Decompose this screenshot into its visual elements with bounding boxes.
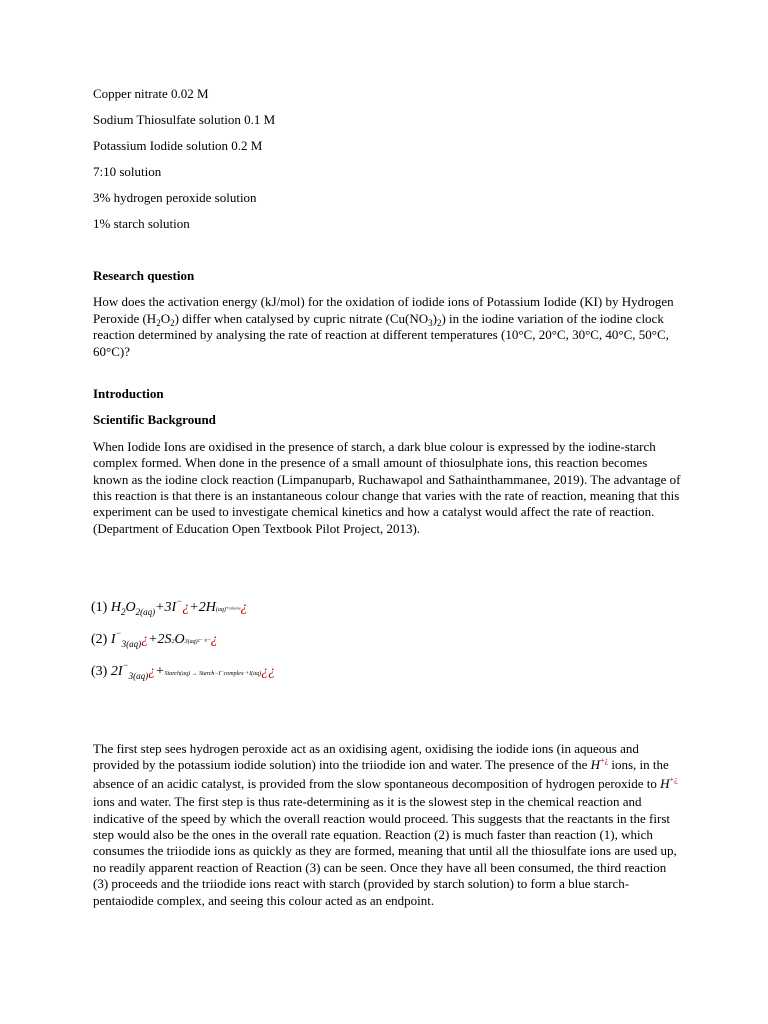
material-item: 3% hydrogen peroxide solution <box>93 190 257 205</box>
equation-2: (2) $I^-_{3(aq)}¿+2S2O3(aq)^{2-}$ ³ᴵ⁻¿ <box>91 628 218 649</box>
material-item: 7:10 solution <box>93 164 162 179</box>
material-item: 1% starch solution <box>93 216 190 231</box>
hydrogen-ion-symbol: H+¿ <box>590 756 609 773</box>
research-heading: Research question <box>93 268 195 283</box>
material-item: Copper nitrate 0.02 M <box>93 86 209 101</box>
material-item: Potassium Iodide solution 0.2 M <box>93 138 263 153</box>
introduction-heading: Introduction <box>93 386 164 402</box>
equation-3: (3) $2I^-_{3(aq)}¿+Starch(aq)$ → Starch−I⁻complex +I(aq)¿¿ <box>91 660 276 681</box>
research-question: How does the activation energy (kJ/mol) for the oxidation of iodide ions of Potassium Iodide (KI) by Hydrogen Peroxide $(H_2O_2)$ differ when catalysed by cupric nitrate $(Cu(NO_3)_2)$ in the iodine variation of the iodine clock reaction determined by analysing the rate of reaction at different temperatures (10°C, 20°C, 30°C, 40°C, 50°C, 60°C)? <box>93 294 674 359</box>
mechanism-paragraph: The first step sees hydrogen peroxide act as an oxidising agent, oxidising the iodide ions (in aqueous and provided by the potassium iodide solution) into the triiodide ion and water. The presence of the H+¿ ions, in the absence of an acidic catalyst, is provided from the slow spontaneous decomposition of hydrogen peroxide to H+¿ ions and water. The first step is thus rate-determining as it is the slowest step in the chemical reaction and indicative of the speed by which the overall reaction would proceed. This suggests that the reactants in the first step would also be the ones in the overall rate equation. Reaction (2) is much faster than reaction (1), which consumes the triiodide ions as quickly as they are formed, meaning that until all the thiosulfate ions are used up, no readily apparent reaction of Reaction (3) can be seen. Once they have all been consumed, the third reaction (3) proceeds and the triiodide ions react with starch (provided by starch solution) to form a blue starch-pentaiodide complex, and seeing this colour acted as an endpoint. <box>93 741 678 908</box>
document-page <box>93 86 683 537</box>
scientific-background-heading: Scientific Background <box>93 412 216 428</box>
hydrogen-ion-symbol: H+¿ <box>660 774 678 791</box>
material-item: Sodium Thiosulfate solution 0.1 M <box>93 112 276 127</box>
scientific-background-paragraph: When Iodide Ions are oxidised in the presence of starch, a dark blue colour is expressed by the iodine-starch complex formed. When done in the presence of a small amount of thiosulphate ions, this reaction becomes known as the iodine clock reaction (Limpanuparb, Ruchawapol and Sathainthammanee, 2019). The advantage of this reaction is that there is an instantaneous colour change that varies with the rate of reaction, meaning that this experiment can be used to investigate chemical kinetics and how a catalyst would affect the rate of reaction. (Department of Education Open Textbook Pilot Project, 2013). <box>93 438 681 536</box>
reaction-equations <box>91 596 391 696</box>
equation-1: (1) $H_2O_{2(aq)}+3I^-¿+2H(aq)^+ʳᵉˡᵃᵗᶦᵛᵉ¿$ <box>91 596 248 617</box>
